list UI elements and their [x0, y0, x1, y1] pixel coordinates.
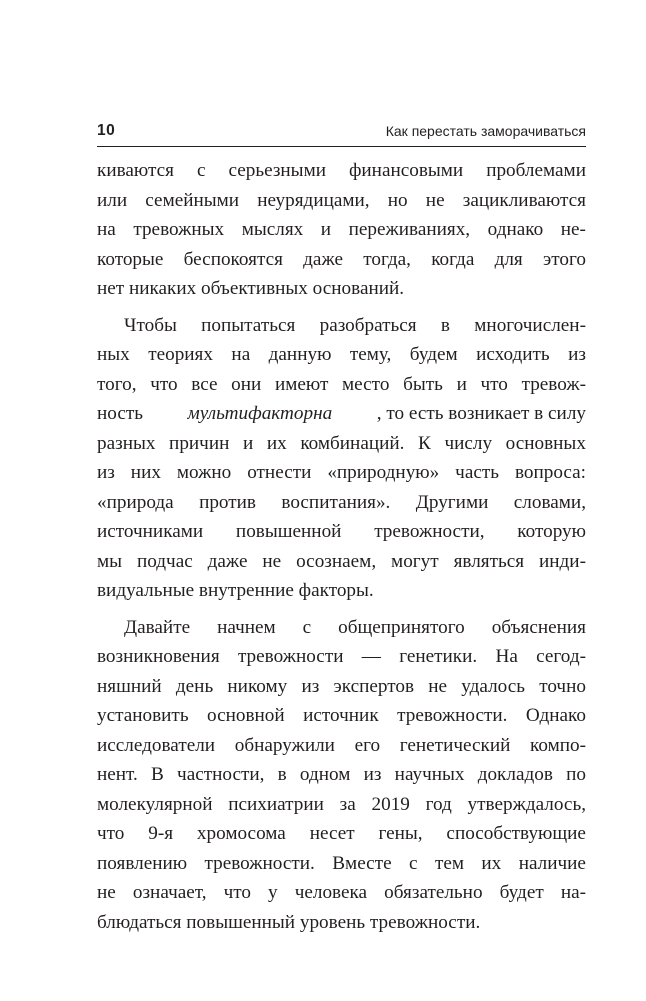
running-title: Как перестать заморачиваться [385, 123, 586, 139]
text-line: нент. В частности, в одном из научных докладов по [97, 764, 586, 785]
text-line: или семейными неурядицами, но не зацикливаются [97, 189, 586, 211]
text-line: блюдаться повышенный уровень тревожности. [97, 911, 481, 933]
text-line: ных теориях на данную тему, будем исходить из [97, 344, 586, 365]
paragraph-3 [97, 613, 586, 938]
text-line-with-emphasis [97, 399, 586, 429]
text-line: Чтобы попытаться разобраться в многочислен- [124, 314, 586, 336]
paragraph-2 [97, 311, 586, 606]
text-line: Давайте начнем с общепринятого объяснения [124, 616, 586, 638]
body-text [97, 156, 586, 937]
text-line: мы подчас даже не осознаем, могут являться инди- [97, 550, 586, 572]
text-line: установить основной источник тревожности. Однако [97, 705, 586, 726]
text-line: из них можно отнести «природную» часть вопроса: [97, 462, 586, 483]
paragraph-1 [97, 156, 586, 304]
text-fragment: ность [97, 403, 143, 424]
text-line: появлению тревожности. Вместе с тем их наличие [97, 852, 586, 874]
text-line: «природа против воспитания». Другими словами, [97, 491, 586, 513]
emphasized-term: мультифакторна [187, 403, 333, 424]
text-line: киваются с серьезными финансовыми проблемами [97, 160, 586, 181]
text-line: нет никаких объективных оснований. [97, 278, 405, 299]
text-line: не означает, что у человека обязательно будет на- [97, 882, 586, 903]
page-header [97, 120, 586, 147]
text-line: молекулярной психиатрии за 2019 год утверждалось, [97, 793, 586, 815]
text-line: что 9-я хромосома несет гены, способствующие [97, 823, 586, 844]
text-line: разных причин и их комбинаций. К числу основных [97, 432, 586, 454]
text-line: видуальные внутренние факторы. [97, 580, 374, 601]
text-fragment: , то есть возникает в силу [376, 403, 586, 424]
text-line: исследователи обнаружили его генетический компо- [97, 734, 586, 756]
text-line: источниками повышенной тревожности, которую [97, 521, 586, 542]
text-line: няшний день никому из экспертов не удалось точно [97, 675, 586, 697]
text-line: на тревожных мыслях и переживаниях, однако не- [97, 219, 586, 240]
page-number: 10 [97, 122, 116, 139]
text-line: того, что все они имеют место быть и что тревож- [97, 373, 586, 395]
text-line: которые беспокоятся даже тогда, когда для этого [97, 248, 586, 270]
text-line: возникновения тревожности — генетики. На сегод- [97, 646, 586, 667]
